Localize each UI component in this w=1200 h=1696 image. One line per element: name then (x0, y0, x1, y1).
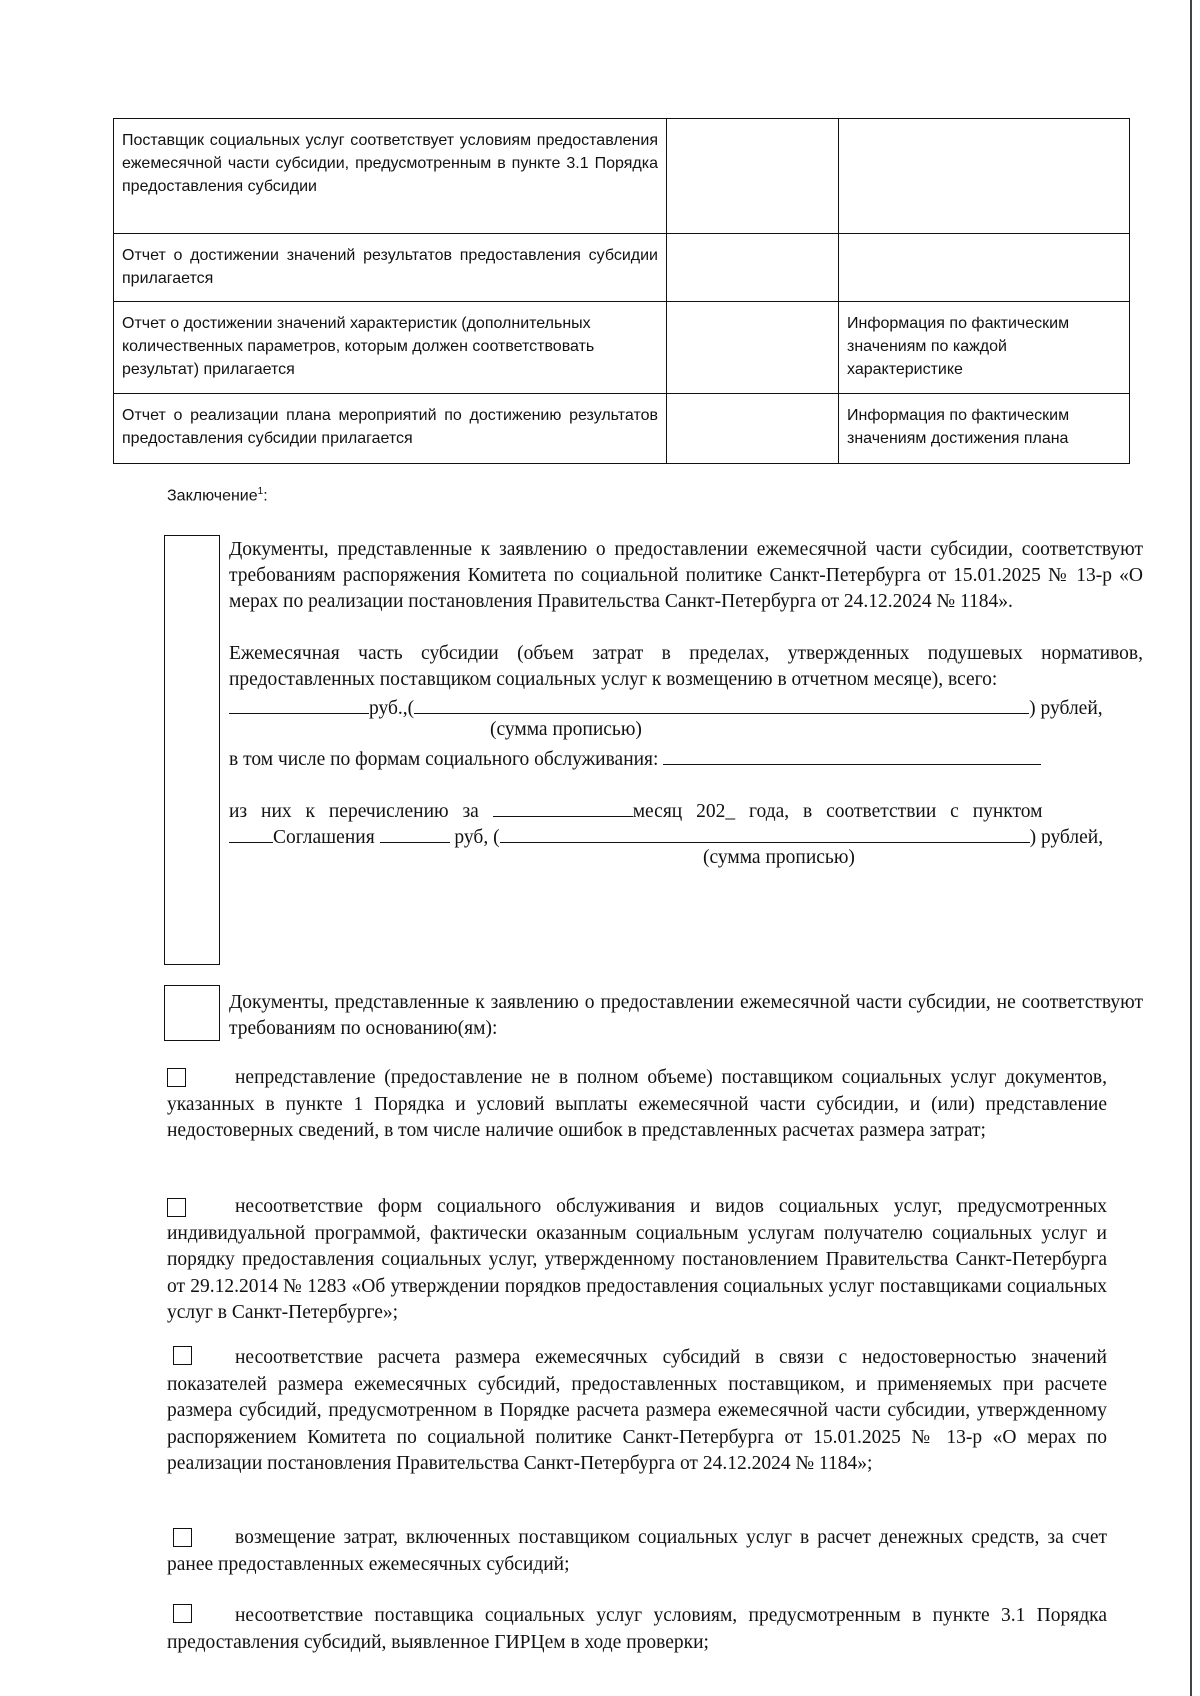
agreement-point-field[interactable] (229, 822, 273, 843)
amount2-words-field[interactable] (500, 822, 1030, 843)
amount-rub-label: руб.,( (369, 698, 415, 719)
table-cell: Поставщик социальных услуг соответствует условиям предоставления ежемесячной части субсидии, предусмотренным в пункте 3.1 Порядка предоставления субсидии (114, 119, 667, 234)
subsidy-total-paragraph: Ежемесячная часть субсидии (объем затрат в пределах, утвержденных подушевых нормативов, предоставленных поставщиком социальных услуг к возмещению в отчетном месяце), всего: (229, 643, 1143, 690)
amount2-caption: (сумма прописью) (703, 847, 855, 868)
amount-caption: (сумма прописью) (490, 719, 642, 740)
table-row (114, 119, 1130, 234)
amount-line (229, 693, 1143, 722)
table-row (114, 234, 1130, 302)
table-cell: Информация по фактическим значениям по каждой характеристике (839, 302, 1130, 394)
amount-words-field[interactable] (414, 693, 1029, 714)
transfer-line (229, 796, 1143, 825)
amount2-rub-tail: ) рублей, (1029, 827, 1104, 848)
transfer-pre-label: из них к перечислению за (229, 801, 479, 822)
table-cell[interactable] (667, 234, 839, 302)
agreement-label: Соглашения (273, 827, 375, 848)
reason-item-1: непредставление (предоставление не в полном объеме) поставщиком социальных услуг документов, указанных в пункте 1 Порядка и условий выплаты ежемесячной части субсидии, и (или) представление недостоверных сведений, в том числе наличие ошибок в представленных расчетах размера затрат; (167, 1067, 1107, 1141)
compliance-paragraph: Документы, представленные к заявлению о предоставлении ежемесячной части субсидии, соответствуют требованиям распоряжения Комитета по социальной политике Санкт-Петербурга от 15.01.2025 № 13-р «О мерах по реализации постановления Правительства Санкт-Петербурга от 24.12.2024 № 1184». (229, 539, 1143, 612)
table-row (114, 394, 1130, 464)
conclusion-checkbox-noncompliant[interactable] (164, 985, 220, 1041)
amount2-field[interactable] (380, 822, 450, 843)
table-cell: Отчет о достижении значений результатов предоставления субсидии прилагается (114, 234, 667, 302)
reason-item-3: несоответствие расчета размера ежемесячных субсидий в связи с недостоверностью значений показателей размера ежемесячных субсидий, предоставленных поставщиком, и применяемых при расчете размера субсидий, предусмотренном в Порядке расчета размера ежемесячной части субсидии, утвержденному распоряжением Комитета по социальной политике Санкт-Петербурга от 15.01.2025 № 13-р «О мерах по реализации постановления Правительства Санкт-Петербурга от 24.12.2024 № 1184»; (167, 1347, 1107, 1474)
table-row (114, 302, 1130, 394)
scan-edge-line (1190, 0, 1192, 1696)
conclusion-label: Заключение$^1$: (167, 486, 268, 505)
table-cell[interactable] (667, 119, 839, 234)
forms-label: в том числе по формам социального обслуживания: (229, 749, 659, 770)
table-cell[interactable] (667, 394, 839, 464)
amount2-rub-label: руб, ( (454, 827, 500, 848)
agreement-line (229, 822, 1143, 851)
reason-item-5: несоответствие поставщика социальных услуг условиям, предусмотренным в пункте 3.1 Порядка предоставления субсидий, выявленное ГИРЦем в ходе проверки; (167, 1605, 1107, 1653)
report-table (113, 118, 1130, 464)
table-cell[interactable] (839, 119, 1130, 234)
amount-rub-tail: ) рублей, (1029, 698, 1103, 719)
amount-rub-field[interactable] (229, 693, 369, 714)
table-cell[interactable] (839, 234, 1130, 302)
table-cell: Отчет о достижении значений характеристик (дополнительных количественных параметров, которым должен соответствовать результат) прилагается (114, 302, 667, 394)
table-cell[interactable] (667, 302, 839, 394)
transfer-period-field[interactable] (493, 796, 633, 817)
reason-item-2: несоответствие форм социального обслуживания и видов социальных услуг, предусмотренных индивидуальной программой, фактически оказанным социальным услугам получателю социальных услуг и порядку предоставления социальных услуг, утвержденному постановлением Правительства Санкт-Петербурга от 29.12.2014 № 1283 «Об утверждении порядков предоставления социальных услуг поставщиками социальных услуг в Санкт-Петербурге»; (167, 1196, 1107, 1323)
reason-item-4: возмещение затрат, включенных поставщиком социальных услуг в расчет денежных средств, за счет ранее предоставленных ежемесячных субсидий; (167, 1527, 1107, 1575)
table-cell: Отчет о реализации плана мероприятий по достижению результатов предоставления субсидии прилагается (114, 394, 667, 464)
noncompliance-paragraph: Документы, представленные к заявлению о предоставлении ежемесячной части субсидии, не соответствуют требованиям по основанию(ям): (229, 992, 1143, 1039)
forms-field[interactable] (663, 744, 1041, 765)
forms-line (229, 744, 1143, 773)
conclusion-checkbox-compliant[interactable] (164, 535, 220, 965)
table-cell: Информация по фактическим значениям достижения плана (839, 394, 1130, 464)
transfer-post-label: месяц 202_ года, в соответствии с пунктом (632, 801, 1043, 822)
